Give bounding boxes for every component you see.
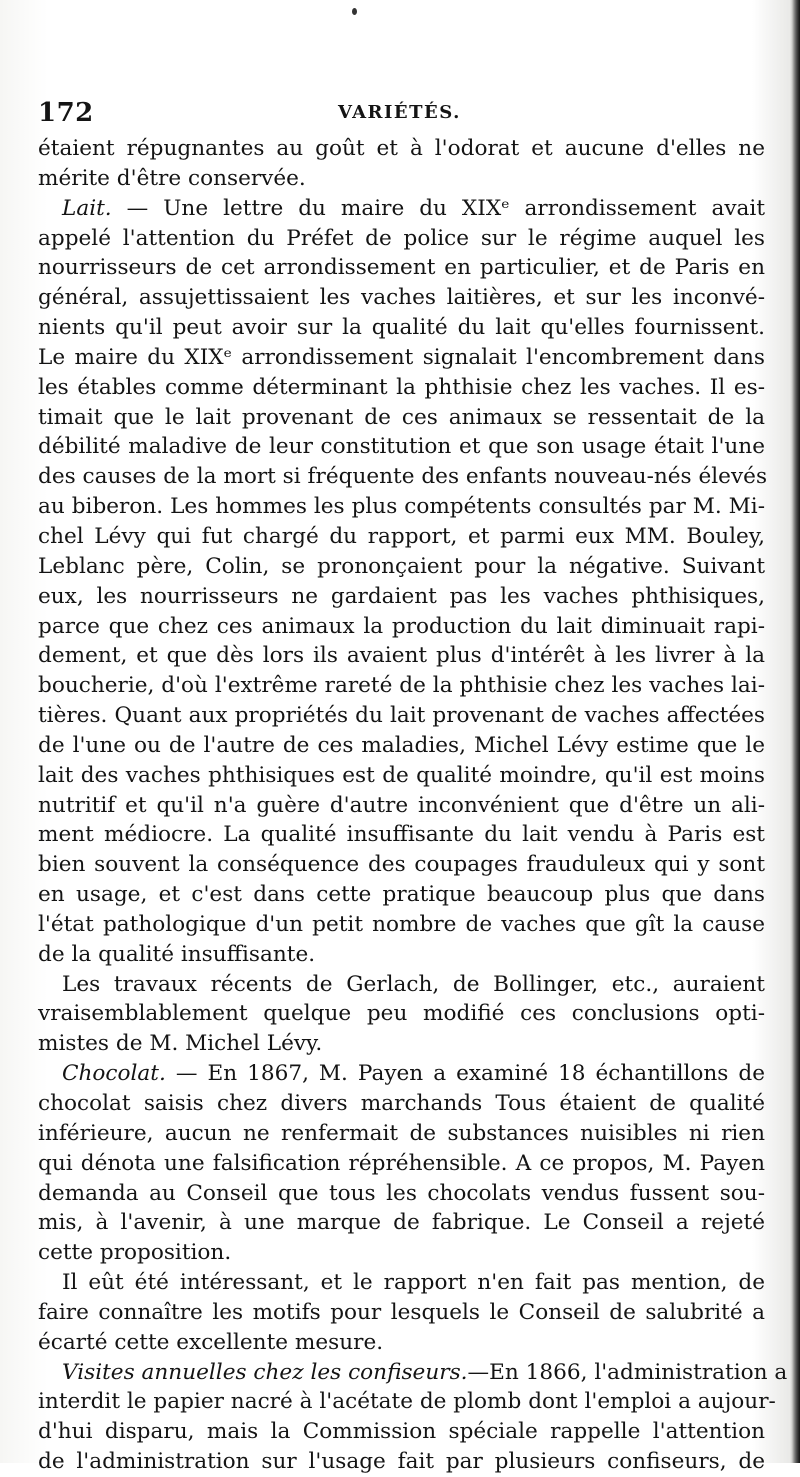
text-line xyxy=(38,582,765,612)
text-line xyxy=(38,253,765,283)
line-text: — En 1867, M. Payen a examiné 18 échantillons de xyxy=(165,1061,765,1087)
text-line xyxy=(38,641,765,671)
line-text: appelé l'attention du Préfet de police sur le régime auquel les xyxy=(38,225,765,251)
text-line xyxy=(38,1208,765,1238)
line-text: l'état pathologique d'un petit nombre de vaches que gît la cause xyxy=(38,911,765,937)
text-line xyxy=(38,462,768,492)
text-line xyxy=(38,313,765,343)
line-text: nutritif et qu'il n'a guère d'autre inconvénient que d'être un ali- xyxy=(38,792,765,818)
text-line xyxy=(38,850,765,880)
line-text: de l'administration sur l'usage fait par plusieurs confiseurs, de xyxy=(38,1449,765,1475)
text-line xyxy=(38,403,765,433)
text-line xyxy=(38,880,765,910)
line-text: qui dénota une falsification répréhensible. A ce propos, M. Payen xyxy=(38,1150,765,1176)
text-line xyxy=(38,1268,765,1298)
text-line xyxy=(38,283,765,313)
text-line xyxy=(38,671,765,701)
text-line xyxy=(38,999,765,1029)
text-line xyxy=(38,731,765,761)
line-text: parce que chez ces animaux la production du lait diminuait rapi- xyxy=(38,613,765,639)
ink-speck xyxy=(352,8,357,15)
text-line xyxy=(38,1059,765,1089)
text-line xyxy=(38,1298,765,1328)
text-line xyxy=(38,1447,765,1477)
text-line xyxy=(38,373,765,403)
text-line xyxy=(38,134,765,164)
line-text: boucherie, d'où l'extrême rareté de la phthisie chez les vaches lai- xyxy=(38,673,765,699)
text-line xyxy=(38,820,765,850)
text-line xyxy=(38,343,765,373)
text-line xyxy=(38,761,765,791)
line-text: eux, les nourrisseurs ne gardaient pas les vaches phthisiques, xyxy=(38,583,765,609)
line-text: nourrisseurs de cet arrondissement en particulier, et de Paris en xyxy=(38,255,765,281)
page-header xyxy=(38,98,768,132)
text-line xyxy=(38,522,765,552)
line-text: les étables comme déterminant la phthisie chez les vaches. Il es- xyxy=(38,374,765,400)
line-text: demanda au Conseil que tous les chocolats vendus fussent sou- xyxy=(38,1180,765,1206)
text-line xyxy=(38,1089,765,1119)
text-line xyxy=(38,224,765,254)
line-text: tières. Quant aux propriétés du lait provenant de vaches affectées xyxy=(38,703,765,729)
line-text: au biberon. Les hommes les plus compétents consultés par M. Mi- xyxy=(38,494,765,520)
line-text: chel Lévy qui fut chargé du rapport, et parmi eux MM. Bouley, xyxy=(38,523,765,549)
text-line xyxy=(38,910,765,940)
text-line xyxy=(38,1238,765,1268)
line-text: chocolat saisis chez divers marchands Tous étaient de qualité xyxy=(38,1091,765,1116)
line-text: Le maire du XIXᵉ arrondissement signalait l'encombrement dans xyxy=(38,344,765,370)
body-text xyxy=(38,134,788,1477)
text-line xyxy=(38,1149,765,1179)
line-text: interdit le papier nacré à l'acétate de plomb dont l'emploi a aujour- xyxy=(38,1389,776,1415)
line-text: mis, à l'avenir, à une marque de fabrique. Le Conseil a rejeté xyxy=(38,1210,765,1236)
line-text: bien souvent la conséquence des coupages frauduleux qui y sont xyxy=(38,852,765,878)
line-text: cette proposition. xyxy=(38,1240,232,1266)
line-text: étaient répugnantes au goût et à l'odorat et aucune d'elles ne xyxy=(38,136,765,161)
line-text: vraisemblablement quelque peu modifié ces conclusions opti- xyxy=(38,1001,765,1027)
text-line xyxy=(38,492,765,522)
text-line xyxy=(38,970,765,1000)
text-line xyxy=(38,791,765,821)
text-line xyxy=(38,1358,788,1388)
text-line xyxy=(38,612,765,642)
line-text: ment médiocre. La qualité insuffisante du lait vendu à Paris est xyxy=(38,822,765,848)
text-line xyxy=(38,1029,765,1059)
text-line xyxy=(38,940,765,970)
line-text: mérite d'être conservée. xyxy=(38,165,306,191)
line-text: d'hui disparu, mais la Commission spéciale rappelle l'attention xyxy=(38,1419,765,1445)
running-head: VARIÉTÉS. xyxy=(338,102,461,123)
text-line xyxy=(38,1417,765,1447)
text-line xyxy=(38,1387,776,1417)
text-line xyxy=(38,194,765,224)
line-text: général, assujettissaient les vaches laitières, et sur les inconvé- xyxy=(38,285,765,311)
line-text: — Une lettre du maire du XIXᵉ arrondissement avait xyxy=(111,195,765,221)
line-text: Les travaux récents de Gerlach, de Bollinger, etc., auraient xyxy=(62,971,765,997)
line-text: timait que le lait provenant de ces animaux se ressentait de la xyxy=(38,404,765,430)
line-text: en usage, et c'est dans cette pratique beaucoup plus que dans xyxy=(38,882,765,908)
line-text: des causes de la mort si fréquente des enfants nouveau-nés élevés xyxy=(38,464,768,490)
section-lead: Chocolat. xyxy=(62,1061,166,1087)
line-text: dement, et que dès lors ils avaient plus d'intérêt à les livrer à la xyxy=(38,643,765,669)
line-text: nients qu'il peut avoir sur la qualité du lait qu'elles fournissent. xyxy=(38,315,765,341)
line-text: de la qualité insuffisante. xyxy=(38,941,316,967)
section-lead: Visites annuelles chez les confiseurs. xyxy=(62,1359,468,1385)
text-line xyxy=(38,701,765,731)
line-text: Leblanc père, Colin, se prononçaient pour la négative. Suivant xyxy=(38,553,765,579)
line-text: lait des vaches phthisiques est de qualité moindre, qu'il est moins xyxy=(38,762,765,788)
line-text: inférieure, aucun ne renfermait de substances nuisibles ni rien xyxy=(38,1120,765,1146)
line-text: Il eût été intéressant, et le rapport n'en fait pas mention, de xyxy=(62,1270,765,1296)
line-text: faire connaître les motifs pour lesquels le Conseil de salubrité a xyxy=(38,1299,765,1325)
line-text: de l'une ou de l'autre de ces maladies, Michel Lévy estime que le xyxy=(38,732,765,758)
page-edge-shadow xyxy=(790,0,800,1463)
line-text: mistes de M. Michel Lévy. xyxy=(38,1031,323,1057)
line-text: débilité maladive de leur constitution et que son usage était l'une xyxy=(38,434,765,460)
text-line xyxy=(38,1179,765,1209)
page-number: 172 xyxy=(38,98,94,128)
text-line xyxy=(38,552,765,582)
line-text: —En 1866, l'administration a xyxy=(467,1359,788,1385)
text-line xyxy=(38,164,765,194)
line-text: écarté cette excellente mesure. xyxy=(38,1329,384,1355)
text-line xyxy=(38,1119,765,1149)
text-line xyxy=(38,432,765,462)
text-line xyxy=(38,1328,765,1358)
section-lead: Lait. xyxy=(62,195,112,221)
